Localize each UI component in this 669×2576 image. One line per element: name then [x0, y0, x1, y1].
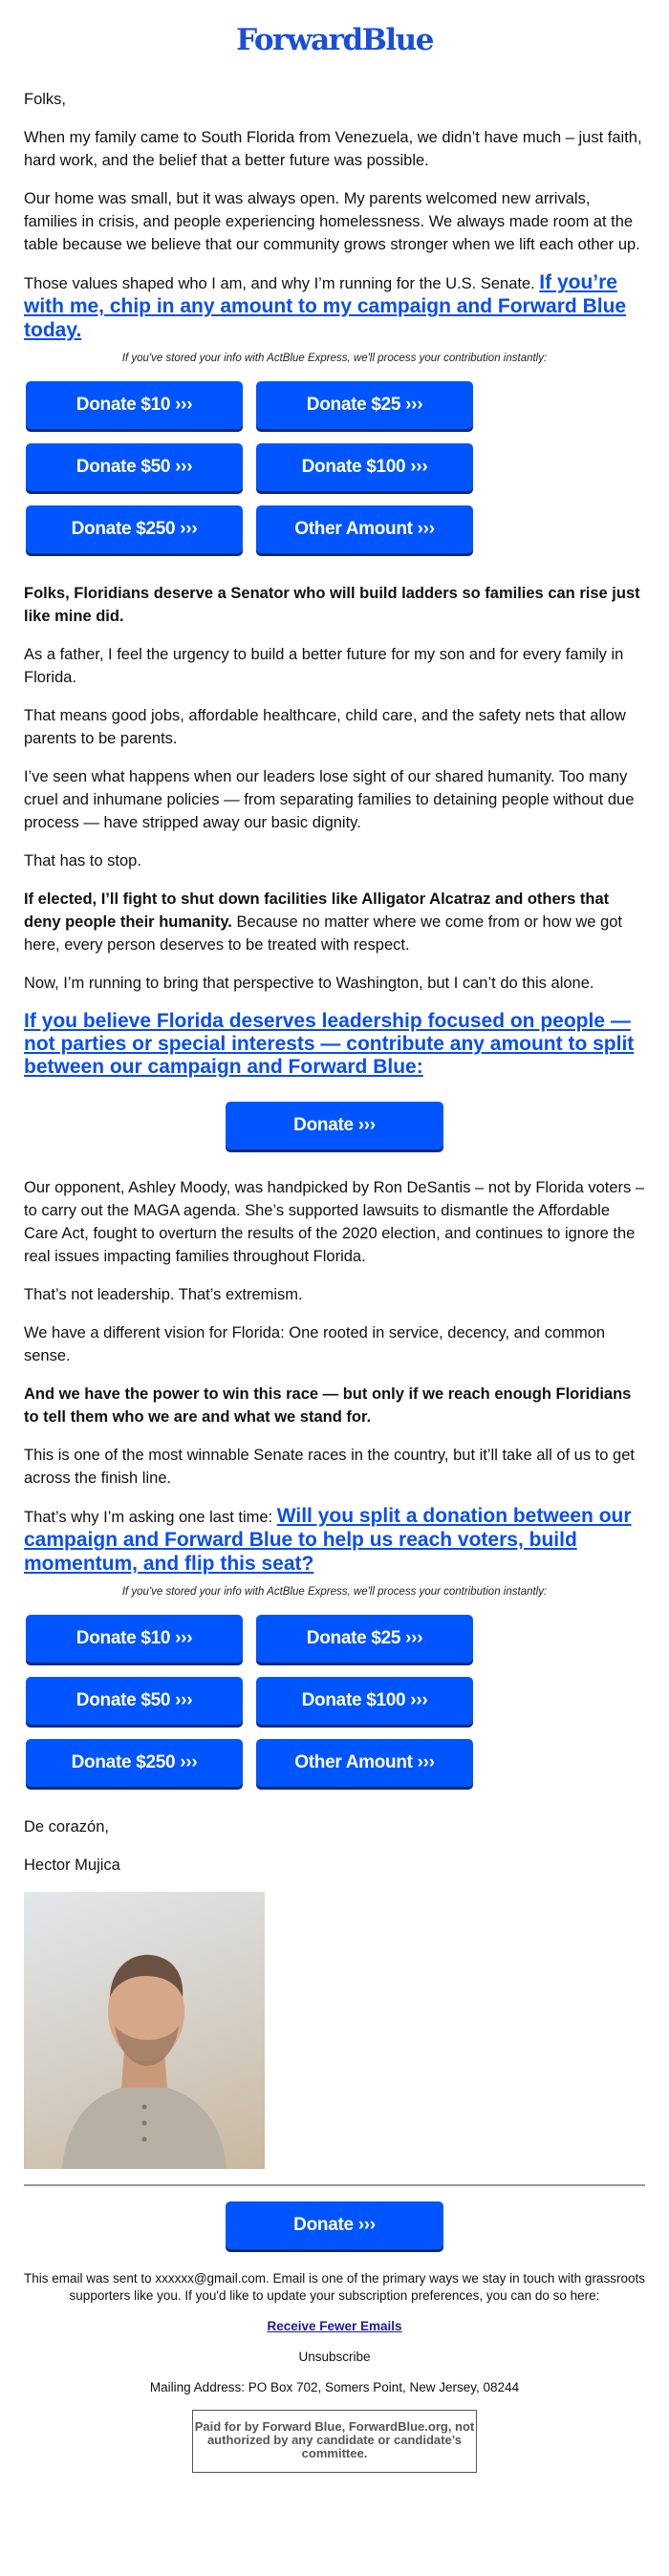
paragraph-text: Because no matter where we come from or how we got here, every person deserves to be treated with respect. — [24, 913, 623, 954]
donate-25-button[interactable]: Donate $25 ››› — [256, 381, 473, 429]
paragraph: This is one of the most winnable Senate races in the country, but it’ll take all of us to get across the finish line. — [24, 1447, 635, 1487]
paragraph: That has to stop. — [24, 852, 141, 869]
receive-fewer-emails-link[interactable]: Receive Fewer Emails — [267, 2319, 402, 2333]
split-donation-link[interactable]: If you believe Florida deserves leadership focused on people — not parties or special interests — contribute any amount to split between our campaign and Forward Blue: — [24, 1010, 635, 1078]
paragraph-bold: And we have the power to win this race — but only if we reach enough Floridians to tell them who we are and what we stand for. — [24, 1385, 632, 1426]
footer-donate-button[interactable]: Donate ››› — [226, 2201, 443, 2249]
paragraph-bold: If elected, I’ll fight to shut down facilities like Alligator Alcatraz and others that deny people their humanity. — [24, 891, 610, 931]
donation-button-grid — [24, 381, 645, 553]
donate-250-button[interactable]: Donate $250 ››› — [26, 1739, 243, 1787]
paragraph: We have a different vision for Florida: One rooted in service, decency, and common sense. — [24, 1324, 606, 1364]
paragraph: Our opponent, Ashley Moody, was handpicked by Ron DeSantis – not by Florida voters – to carry out the MAGA agenda. She’s supported lawsuits to dismantle the Affordable Care Act, fought to overturn the results of the 2020 election, and continues to ignore the real issues impacting families throughout Florida. — [24, 1179, 645, 1265]
donate-250-button[interactable]: Donate $250 ››› — [26, 505, 243, 553]
paragraph: Our home was small, but it was always open. My parents welcomed new arrivals, families in crisis, and people experiencing homelessness. We always made room at the table because we believe that our community grows stronger when we lift each other up. — [24, 190, 640, 253]
mailing-address: Mailing Address: PO Box 702, Somers Point, New Jersey, 08244 — [149, 2380, 520, 2394]
paragraph: As a father, I feel the urgency to build a better future for my son and for every family in Florida. — [24, 646, 624, 686]
split-donation-final-link[interactable]: Will you split a donation between our campaign and Forward Blue to help us reach voters, build momentum, and flip this seat? — [24, 1505, 632, 1575]
unsubscribe-link[interactable]: Unsubscribe — [298, 2350, 371, 2364]
signoff: De corazón, — [24, 1818, 109, 1835]
donate-10-button[interactable]: Donate $10 ››› — [26, 1615, 243, 1663]
link-paragraph — [24, 1010, 645, 1079]
donate-100-button[interactable]: Donate $100 ››› — [256, 1677, 473, 1725]
forwardblue-logo: ForwardBlue — [236, 23, 433, 57]
donate-button[interactable]: Donate ››› — [226, 1102, 443, 1149]
other-amount-button[interactable]: Other Amount ››› — [256, 1739, 473, 1787]
actblue-express-note: If you've stored your info with ActBlue Express, we'll process your contribution instantly: — [121, 1586, 548, 1598]
candidate-photo — [24, 1892, 265, 2169]
paragraph — [24, 888, 645, 956]
actblue-express-note: If you've stored your info with ActBlue Express, we'll process your contribution instantly: — [121, 353, 548, 364]
footer-sent-to: This email was sent to xxxxxx@gmail.com. Email is one of the primary ways we stay in touch with grassroots supporters like you. If you'd like to update your subscription preferences, you can do so here: — [24, 2271, 645, 2303]
paragraph-text: Those values shaped who I am, and why I’m running for the U.S. Senate. — [24, 275, 540, 292]
candidate-portrait-image — [24, 1892, 265, 2169]
paid-for-disclaimer: Paid for by Forward Blue, ForwardBlue.org, not authorized by any candidate or candidate’s committee. — [192, 2410, 477, 2473]
donate-50-button[interactable]: Donate $50 ››› — [26, 1677, 243, 1725]
donate-10-button[interactable]: Donate $10 ››› — [26, 381, 243, 429]
chip-in-link[interactable]: If you’re with me, chip in any amount to my campaign and Forward Blue today. — [24, 271, 627, 341]
paragraph-text: That’s why I’m asking one last time: — [24, 1509, 277, 1526]
paragraph — [24, 271, 645, 343]
donate-50-button[interactable]: Donate $50 ››› — [26, 443, 243, 491]
footer — [24, 2270, 645, 2473]
paragraph: That’s not leadership. That’s extremism. — [24, 1286, 303, 1303]
paragraph: I’ve seen what happens when our leaders lose sight of our shared humanity. Too many cruel and inhumane policies — from separating families to detaining people without due process — have stripped away our basic dignity. — [24, 768, 635, 831]
greeting: Folks, — [24, 91, 67, 108]
other-amount-button[interactable]: Other Amount ››› — [256, 505, 473, 553]
divider — [24, 2184, 645, 2186]
donate-100-button[interactable]: Donate $100 ››› — [256, 443, 473, 491]
paragraph — [24, 1505, 645, 1577]
donation-button-grid — [24, 1615, 645, 1787]
paragraph: When my family came to South Florida from Venezuela, we didn’t have much – just faith, hard work, and the belief that a better future was possible. — [24, 129, 642, 169]
paragraph: Now, I’m running to bring that perspective to Washington, but I can’t do this alone. — [24, 975, 594, 992]
signature: Hector Mujica — [24, 1857, 120, 1874]
paragraph: That means good jobs, affordable healthcare, child care, and the safety nets that allow parents to be parents. — [24, 707, 626, 747]
paragraph-bold: Folks, Floridians deserve a Senator who will build ladders so families can rise just like mine did. — [24, 585, 640, 625]
donate-25-button[interactable]: Donate $25 ››› — [256, 1615, 473, 1663]
